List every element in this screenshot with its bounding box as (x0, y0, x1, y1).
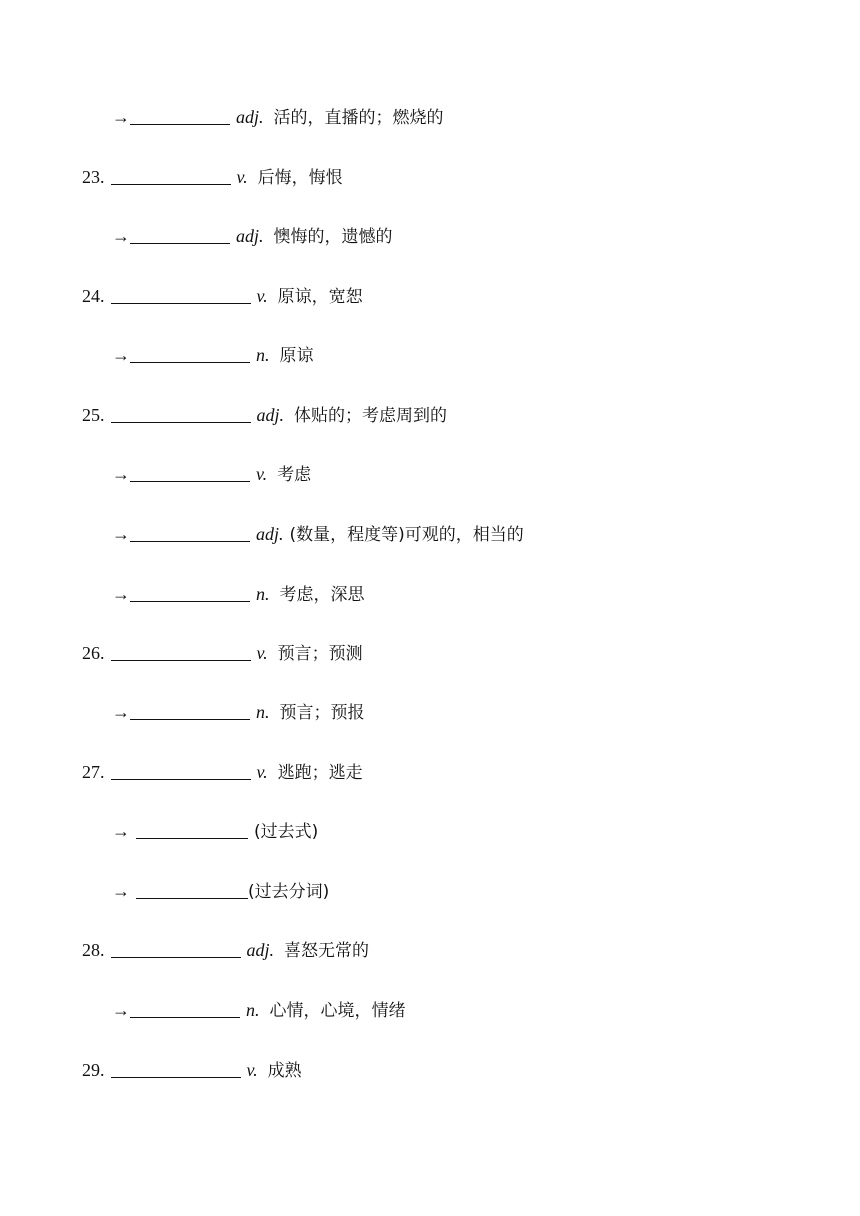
list-item (112, 698, 365, 726)
part-of-speech: adj. (236, 107, 264, 127)
arrow-icon: → (112, 1000, 130, 1020)
meaning: 原谅，宽恕 (277, 287, 363, 307)
arrow-icon: → (112, 524, 130, 544)
answer-blank[interactable] (130, 463, 250, 482)
list-item (112, 460, 311, 488)
item-number: 28. (82, 940, 105, 960)
meaning: 懊悔的，遗憾的 (273, 227, 393, 247)
list-item (82, 936, 369, 964)
list-item (112, 877, 329, 905)
arrow-icon: → (112, 881, 130, 901)
arrow-icon: → (112, 226, 130, 246)
answer-blank[interactable] (111, 166, 231, 185)
part-of-speech: v. (236, 167, 248, 187)
item-number: 29. (82, 1060, 105, 1080)
meaning: 考虑，深思 (279, 585, 365, 605)
answer-blank[interactable] (130, 523, 250, 542)
answer-blank[interactable] (111, 285, 251, 304)
part-of-speech: v. (256, 286, 268, 306)
part-of-speech: n. (256, 345, 270, 365)
answer-blank[interactable] (130, 106, 230, 125)
list-item (112, 341, 314, 369)
part-of-speech: v. (256, 762, 268, 782)
arrow-icon: → (112, 584, 130, 604)
meaning: 原谅 (279, 346, 314, 366)
part-of-speech: v. (256, 464, 268, 484)
part-of-speech: adj. (256, 524, 284, 544)
answer-blank[interactable] (111, 404, 251, 423)
list-item (82, 758, 363, 786)
arrow-icon: → (112, 702, 130, 722)
item-number: 26. (82, 643, 105, 663)
meaning: 后悔，悔恨 (257, 168, 343, 188)
answer-blank[interactable] (111, 1059, 241, 1078)
list-item (112, 520, 524, 548)
item-number: 23. (82, 167, 105, 187)
arrow-icon: → (112, 345, 130, 365)
answer-blank[interactable] (111, 939, 241, 958)
part-of-speech: n. (256, 702, 270, 722)
answer-blank[interactable] (130, 999, 240, 1018)
meaning: 成熟 (267, 1061, 302, 1081)
list-item (82, 282, 363, 310)
item-number: 24. (82, 286, 105, 306)
part-of-speech: v. (246, 1060, 258, 1080)
meaning: 体贴的；考虑周到的 (294, 406, 448, 426)
part-of-speech: v. (256, 643, 268, 663)
answer-blank[interactable] (130, 225, 230, 244)
meaning: 活的，直播的；燃烧的 (273, 108, 444, 128)
part-of-speech: n. (256, 584, 270, 604)
list-item (82, 401, 447, 429)
meaning: (数量，程度等)可观的，相当的 (289, 525, 524, 545)
part-of-speech: adj. (256, 405, 285, 425)
meaning: 喜怒无常的 (284, 941, 370, 961)
arrow-icon: → (112, 821, 130, 841)
meaning: 预言；预测 (277, 644, 363, 664)
answer-blank[interactable] (111, 642, 251, 661)
answer-blank[interactable] (130, 344, 250, 363)
part-of-speech: adj. (236, 226, 264, 246)
list-item (82, 163, 343, 191)
meaning: 逃跑；逃走 (277, 763, 363, 783)
arrow-icon: → (112, 464, 130, 484)
meaning: 心情，心境，情绪 (269, 1001, 406, 1021)
part-of-speech: n. (246, 1000, 260, 1020)
answer-blank[interactable] (130, 701, 250, 720)
list-item (112, 103, 444, 131)
list-item (82, 1056, 302, 1084)
list-item (82, 639, 363, 667)
arrow-icon: → (112, 107, 130, 127)
answer-blank[interactable] (111, 761, 251, 780)
item-number: 25. (82, 405, 105, 425)
list-item (112, 580, 365, 608)
meaning: 预言；预报 (279, 703, 365, 723)
answer-blank[interactable] (130, 583, 250, 602)
answer-blank[interactable] (136, 820, 248, 839)
answer-blank[interactable] (136, 880, 248, 899)
meaning: (过去式) (254, 822, 319, 842)
part-of-speech: adj. (246, 940, 275, 960)
item-number: 27. (82, 762, 105, 782)
meaning: (过去分词) (248, 882, 330, 902)
meaning: 考虑 (277, 465, 312, 485)
list-item (112, 222, 393, 250)
list-item (112, 817, 318, 845)
list-item (112, 996, 406, 1024)
